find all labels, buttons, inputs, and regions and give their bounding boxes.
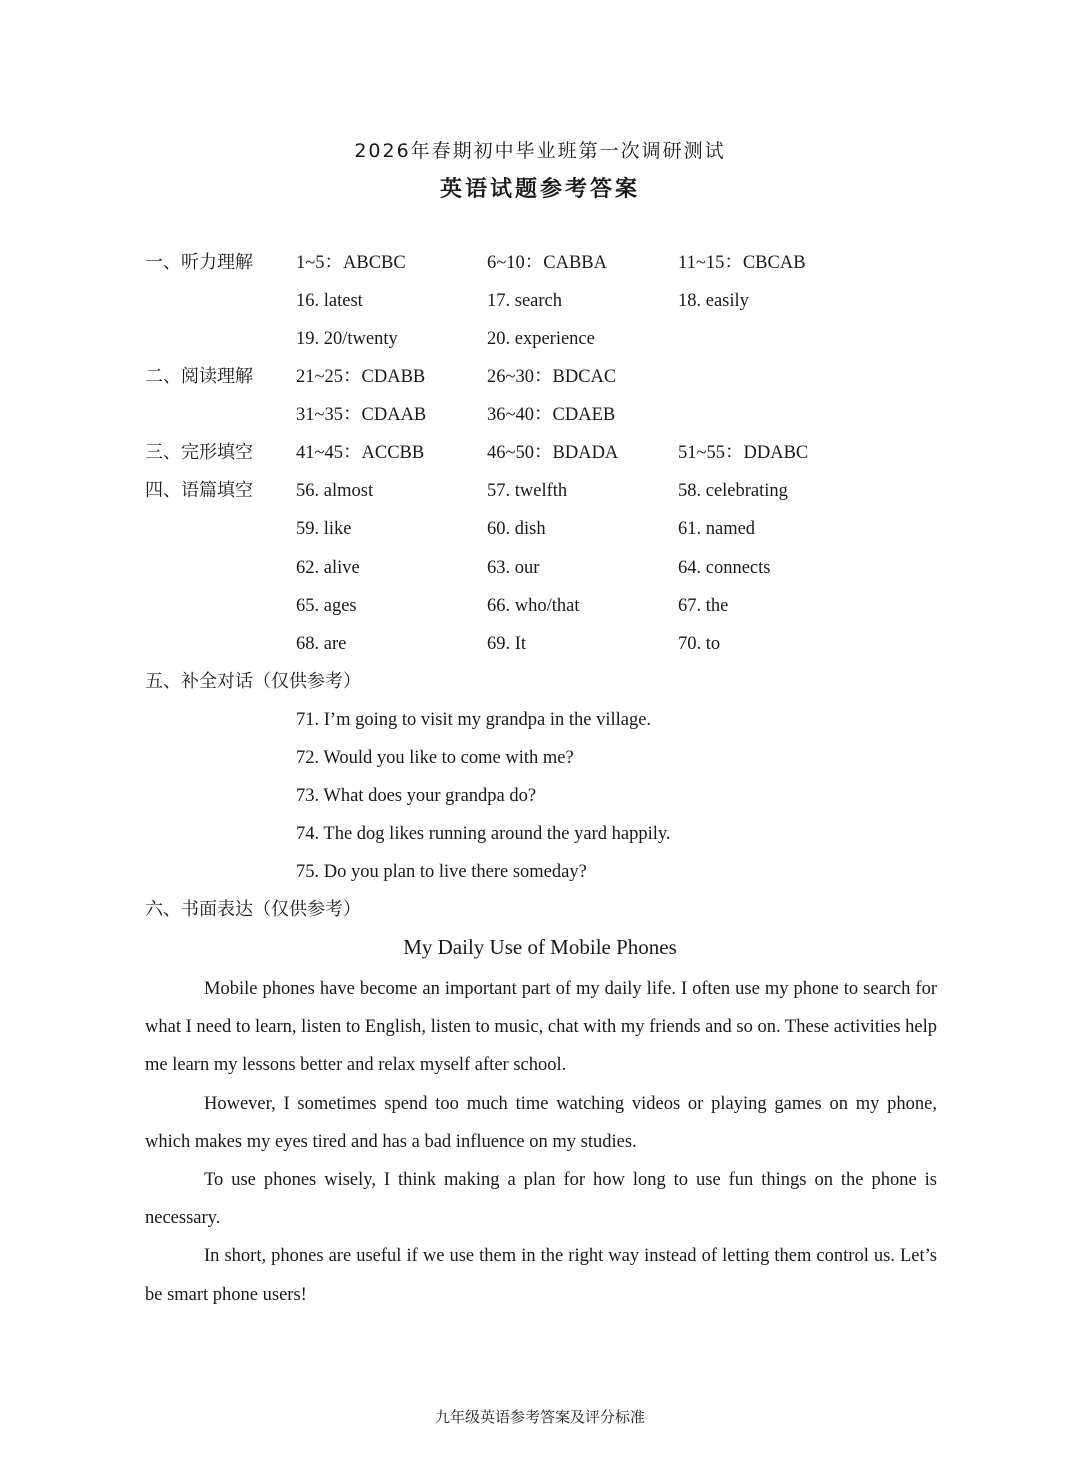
answer-row [0,400,1080,430]
answer-cell: 6~10：CABBA [487,253,607,273]
dialogue-answer: 73. What does your grandpa do? [296,786,537,806]
answer-row [0,286,1080,316]
page-footer: 九年级英语参考答案及评分标准 [434,1408,645,1426]
answer-cell: 60. dish [487,519,546,539]
answer-cell: 64. connects [678,558,771,578]
section-label-cloze: 三、完形填空 [145,442,253,463]
answer-row [0,248,1080,278]
answer-cell: 66. who/that [487,596,580,616]
answer-cell: 31~35：CDAAB [296,405,427,425]
answer-cell: 65. ages [296,596,357,616]
answer-cell: 67. the [678,596,729,616]
answer-row [0,324,1080,354]
answer-cell: 19. 20/twenty [296,329,398,349]
essay-paragraph: In short, phones are useful if we use them in the right way instead of letting them control us. Let’s be smart phone users! [145,1246,937,1305]
answer-cell: 36~40：CDAEB [487,405,616,425]
answer-cell: 1~5：ABCBC [296,253,406,273]
essay-body [145,970,937,1314]
answer-row [0,514,1080,544]
essay-paragraph: However, I sometimes spend too much time watching videos or playing games on my phone, which makes my eyes tired and has a bad influence on my studies. [145,1093,937,1152]
answer-cell: 26~30：BDCAC [487,367,617,387]
section-label-listening: 一、听力理解 [145,252,253,273]
answer-cell: 62. alive [296,558,360,578]
answer-cell: 63. our [487,558,540,578]
section-label-passage-fill: 四、语篇填空 [145,480,253,501]
dialogue-answer: 72. Would you like to come with me? [296,748,574,768]
answer-row [0,476,1080,506]
document-title: 英语试题参考答案 [439,177,640,202]
section-label-writing: 六、书面表达（仅供参考） [145,899,361,920]
answer-row [0,362,1080,392]
answer-cell: 21~25：CDABB [296,367,426,387]
answer-cell: 70. to [678,634,721,654]
answer-row [0,553,1080,583]
section-label-reading: 二、阅读理解 [145,366,253,387]
answer-cell: 11~15：CBCAB [678,253,806,273]
essay-paragraph: To use phones wisely, I think making a plan for how long to use fun things on the phone is necessary. [145,1170,937,1229]
answer-cell: 51~55：DDABC [678,443,809,463]
answer-cell: 18. easily [678,291,749,311]
section-row [0,895,1080,925]
answer-cell: 57. twelfth [487,481,568,501]
answer-cell: 61. named [678,519,756,539]
answer-cell: 59. like [296,519,352,539]
answer-cell: 56. almost [296,481,374,501]
answer-cell: 69. It [487,634,527,654]
answer-row [0,629,1080,659]
answer-row [0,438,1080,468]
essay-paragraph: Mobile phones have become an important part of my daily life. I often use my phone to search for what I need to learn, listen to English, listen to music, chat with my friends and so on. These activities help me learn my lessons better and relax myself after school. [145,979,937,1076]
exam-header: 2026年春期初中毕业班第一次调研测试 [354,140,726,162]
dialogue-answer: 75. Do you plan to live there someday? [296,862,587,882]
essay-title: My Daily Use of Mobile Phones [403,935,677,959]
dialogue-answer: 74. The dog likes running around the yard happily. [296,824,671,844]
answer-cell: 20. experience [487,329,595,349]
answer-row [0,591,1080,621]
answer-cell: 68. are [296,634,347,654]
answer-cell: 46~50：BDADA [487,443,619,463]
answer-cell: 58. celebrating [678,481,788,501]
section-label-dialogue: 五、补全对话（仅供参考） [145,671,361,692]
section-row [0,667,1080,697]
answer-cell: 41~45：ACCBB [296,443,425,463]
answer-cell: 16. latest [296,291,363,311]
answer-cell: 17. search [487,291,562,311]
dialogue-answer: 71. I’m going to visit my grandpa in the village. [296,710,652,730]
